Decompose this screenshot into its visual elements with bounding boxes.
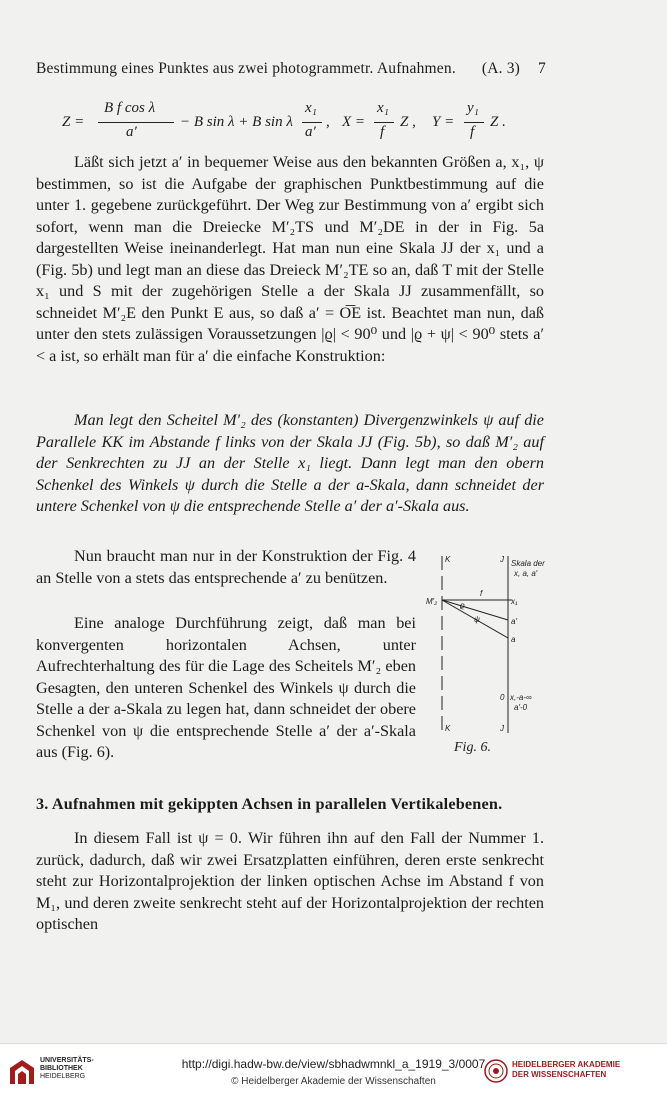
fig-label-rho: ϱ [460,601,465,610]
fig-label-x1: x₁ [511,597,518,606]
academy-logo [484,1059,508,1083]
library-line-3: HEIDELBERG [40,1073,86,1080]
eq-y-lhs: Y = [432,114,455,130]
fig-label-J-top: J [500,555,504,564]
fig-label-skala: Skala der [511,559,545,568]
copyright-notice: © Heidelberger Akademie der Wissenschaften [231,1076,436,1087]
permalink-url[interactable]: http://digi.hadw-bw.de/view/sbhadwmnkl_a_1919_3/0007 [181,1057,486,1071]
academy-line-2: DER WISSENSCHAFTEN [512,1070,607,1079]
eq-num1: B f cos λ [104,100,156,116]
equation [62,96,582,152]
fig-label-zero: 0 [500,693,505,702]
academy-line-1: HEIDELBERGER AKADEMIE [512,1060,621,1069]
eq-z3: Z . [490,114,506,130]
running-title: Bestimmung eines Punktes aus zwei photogrammetr. Aufnahmen. [36,60,456,77]
eq-num4: y₁ [467,100,479,116]
eq-den2: a′ [305,124,316,140]
viewer-footer [0,1043,667,1099]
paragraph-4: Eine analoge Durchführung zeigt, daß man bei konvergenten horizontalen Achsen, unter Aufrechterhaltung des für die Lage des Scheitels M′₂ eben Gesagten, den unteren Schenkel des Winkels ψ durch die Stelle a der a-Skala zu legen hat, dann schneidet der obere Schenkel von ψ die entsprechende Stelle a′ der a′-Skala aus (Fig. 6). [36,614,416,761]
eq-z2: Z , [400,114,416,130]
paragraph-3: Nun braucht man nur in der Konstruktion der Fig. 4 an Stelle von a stets das entsprechende a′ zu benützen. [36,547,416,587]
section-heading: 3. Aufnahmen mit gekippten Achsen in parallelen Vertikalebenen. [36,795,503,813]
paragraph-5: In diesem Fall ist ψ = 0. Wir führen ihn auf den Fall der Nummer 1. zurück, dadurch, daß wir zwei Ersatzplatten einführen, deren erste senkrecht steht zur Horizontalprojektion der linken optischen Achse im Abstand f von M₁, und deren zweite senkrecht steht auf der Horizontalprojektion der rechten optischen [36,829,544,933]
fig-label-inf1: x,-a-∞ [510,693,532,702]
fig-label-M: M′₂ [426,597,438,606]
eq-sep: , [326,114,330,130]
section-ref: (A. 3) [481,60,521,77]
eq-fraction-bar-3 [374,122,394,123]
fig-label-K-top: K [445,555,451,564]
fig-label-psi: ψ [474,615,480,624]
fig-label-skala-vars: x, a, a′ [514,569,538,578]
eq-den4: f [470,124,475,140]
eq-den1: a′ [126,124,137,140]
figure-6 [422,548,562,758]
eq-mid: − B sin λ + B sin λ [180,114,293,130]
figure-6-caption: Fig. 6. [454,740,491,755]
figure-6-diagram [422,548,562,758]
fig-label-f: f [480,589,483,598]
eq-fraction-bar-1 [98,122,174,123]
eq-num2: x₁ [305,100,317,116]
eq-fraction-bar-2 [302,122,322,123]
fig-label-inf2: a′-0 [514,703,528,712]
academy-name [512,1060,620,1080]
fig-label-K-bottom: K [445,724,451,733]
library-line-2: BIBLIOTHEK [40,1065,83,1072]
eq-x-lhs: X = [342,114,366,130]
eq-z-lhs: Z = [62,114,85,130]
running-header [36,60,546,78]
eq-den3: f [380,124,385,140]
library-line-1: UNIVERSITÄTS- [40,1057,94,1064]
eq-fraction-bar-4 [464,122,484,123]
page-number: 7 [538,60,546,77]
fig-label-a: a [511,635,516,644]
fig-label-a-prime: a′ [511,617,517,626]
fig-label-J-bottom: J [500,724,504,733]
eq-num3: x₁ [377,100,389,116]
paragraph-1: Läßt sich jetzt a′ in bequemer Weise aus den bekannten Größen a, x₁, ψ bestimmen, so ist die Aufgabe der graphischen Punktbestimmung auf die unter 1. gegebene zurückgeführt. Der Weg zur Bestimmung von a′ ergibt sich sofort, wenn man die Dreiecke M′₂TS und M′₂DE in der in Fig. 5a dargestellten Weise ineinanderlegt. Hat man nun eine Skala JJ der x₁ und a (Fig. 5b) und legt man an diese das Dreieck M′₂TE so an, daß T mit der Stelle x₁ und S mit der zugehörigen Stelle a der Skala JJ zusammenfällt, so schneidet M′₂E den Punkt E aus, so daß a′ = O͞E ist. Beachtet man nun, daß unter den stets zulässigen Voraussetzungen |ϱ| < 90⁰ und |ϱ + ψ| < 90⁰ stets a′ < a ist, so erhält man für a′ die einfache Konstruktion: [36,153,544,365]
paragraph-2-italic: Man legt den Scheitel M′₂ des (konstanten) Divergenzwinkels ψ auf die Parallele KK im Abstande f links von der Skala JJ (Fig. 5b), so daß M′₂ auf der Senkrechten zu JJ an der Stelle x₁ liegt. Dann legt man den obern Schenkel des Winkels ψ durch die Stelle a der a-Skala, dann schneidet der untere Schenkel von ψ die entsprechende Stelle a′ der a′-Skala aus. [36,411,544,515]
